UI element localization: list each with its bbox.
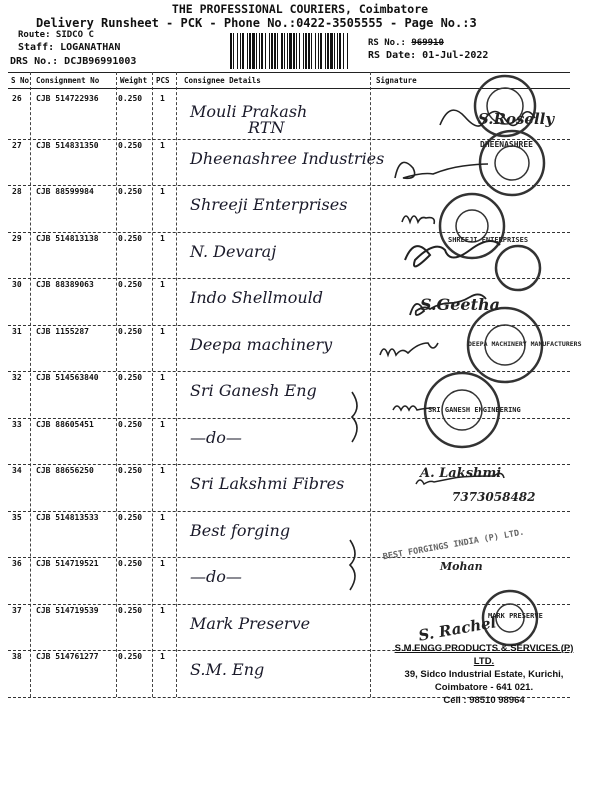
table-row (8, 557, 570, 604)
barcode-bar (259, 33, 260, 69)
barcode-bar (230, 33, 232, 69)
barcode-bar (256, 33, 257, 69)
barcode-bar (287, 33, 288, 69)
stamp-35: BEST FORGINGS INDIA (P) LTD. (382, 527, 526, 563)
row-consignee: Mouli Prakash (190, 102, 308, 121)
row-pcs: 1 (160, 605, 165, 615)
row-sno: 32 (12, 373, 22, 382)
row-weight: 0.250 (118, 605, 143, 615)
row-sno: 28 (12, 187, 22, 196)
row-consignee: Shreeji Enterprises (190, 195, 348, 214)
row-consignee: Mark Preserve (190, 613, 311, 633)
table-rule (8, 557, 570, 558)
row-weight: 0.250 (118, 187, 143, 196)
signature-text-34: A. Lakshmi (420, 466, 502, 481)
sm-stamp-line1: S.M.ENGG PRODUCTS & SERVICES (P) LTD. (394, 643, 574, 667)
row-consignee: —do— (190, 427, 242, 447)
row-consignment-no: CJB 514761277 (36, 652, 99, 661)
barcode-bar (339, 33, 341, 69)
rs-number (368, 38, 444, 48)
seal-text-32: SRI GANESH ENGINEERING (428, 406, 521, 414)
barcode-bar (249, 33, 251, 69)
row-weight: 0.250 (118, 512, 143, 522)
table-rule (8, 418, 570, 419)
row-sno: 36 (12, 559, 22, 568)
barcode-bar (237, 33, 238, 69)
table-rule (8, 325, 570, 326)
table-rule (8, 232, 570, 233)
barcode-bar (289, 33, 292, 69)
barcode-bar (320, 33, 322, 69)
barcode-bar (334, 33, 335, 69)
seal-text-28: SHREEJI ENTERPRISES (448, 236, 529, 244)
barcode-bar (327, 33, 329, 69)
col-header-sno: S No (11, 76, 30, 85)
barcode-bar (318, 33, 319, 69)
col-header-consignee: Consignee Details (184, 76, 261, 85)
barcode-bar (347, 33, 348, 69)
runsheet-title: Delivery Runsheet - PCK - Phone No.:0422-3505555 - Page No.:3 (36, 16, 477, 30)
row-consignment-no: CJB 514831350 (36, 140, 99, 150)
row-pcs: 1 (160, 419, 165, 429)
barcode (230, 33, 348, 69)
row-weight: 0.250 (118, 94, 143, 103)
sm-engg-stamp (384, 642, 584, 707)
row-consignment-no: CJB 88389063 (36, 280, 94, 289)
rs-number-value: 969910 (411, 38, 444, 48)
drs-number: DRS No.: DCJB96991003 (10, 56, 137, 67)
barcode-bar (325, 33, 326, 69)
row-consignment-no: CJB 514719521 (36, 559, 99, 568)
barcode-bar (269, 33, 270, 69)
row-consignee: Dheenashree Industries (190, 148, 385, 168)
barcode-bar (247, 33, 248, 69)
rs-number-label: RS No.: (368, 38, 412, 48)
barcode-bar (330, 33, 333, 69)
barcode-bar (242, 33, 244, 69)
seal-text-37: MARK PRESERVE (488, 612, 543, 620)
barcode-bar (284, 33, 285, 69)
row-pcs: 1 (160, 466, 165, 475)
col-header-weight: Weight (120, 76, 148, 85)
row-sno: 27 (12, 140, 22, 150)
barcode-bar (233, 33, 234, 69)
row-pcs: 1 (160, 140, 165, 150)
barcode-bar (305, 33, 307, 69)
row-pcs: 1 (160, 280, 165, 289)
signature-text-37: S. Rachel (417, 613, 498, 645)
barcode-bar (343, 33, 344, 69)
col-header-pcs: PCS (156, 76, 170, 85)
table-rule (8, 278, 570, 279)
phone-34: 7373058482 (452, 490, 536, 504)
row-pcs: 1 (160, 559, 165, 568)
row-sno: 31 (12, 326, 22, 336)
sm-stamp-line4: Cell : 98510 98964 (443, 695, 525, 706)
row-consignee: Best forging (190, 520, 291, 540)
barcode-bar (274, 33, 276, 69)
seal-text-27: DHEENASHREE (480, 140, 533, 149)
row-pcs: 1 (160, 94, 165, 103)
row-consignee: Sri Lakshmi Fibres (190, 474, 345, 493)
row-consignment-no: CJB 88599984 (36, 187, 94, 196)
row-consignee: Sri Ganesh Eng (190, 381, 317, 400)
signature-text-26: S.Roselly (478, 110, 555, 128)
signature-text-30: S.Geetha (420, 295, 500, 314)
sm-stamp-line3: Coimbatore - 641 021. (434, 682, 534, 693)
barcode-bar (296, 33, 297, 69)
row-sno: 30 (12, 280, 22, 289)
row-consignee-line2: RTN (248, 118, 285, 137)
row-weight: 0.250 (118, 466, 143, 475)
barcode-bar (303, 33, 304, 69)
row-pcs: 1 (160, 233, 165, 243)
row-consignee: S.M. Eng (190, 660, 265, 679)
barcode-bar (337, 33, 338, 69)
seal-text-31: DEEPA MACHINERY MANUFACTURERS (468, 340, 582, 348)
row-weight: 0.250 (118, 140, 143, 150)
table-rule (8, 371, 570, 372)
row-consignment-no: CJB 88605451 (36, 419, 94, 429)
row-sno: 34 (12, 466, 22, 475)
row-consignee: N. Devaraj (190, 241, 277, 261)
row-consignee: Indo Shellmould (190, 288, 324, 307)
signature-text-36: Mohan (440, 560, 483, 573)
row-consignment-no: CJB 514719539 (36, 605, 99, 615)
row-weight: 0.250 (118, 233, 143, 243)
row-sno: 26 (12, 94, 22, 103)
barcode-bar (277, 33, 278, 69)
barcode-bar (315, 33, 316, 69)
row-pcs: 1 (160, 187, 165, 196)
col-header-signature: Signature (376, 76, 417, 85)
barcode-bar (281, 33, 283, 69)
row-weight: 0.250 (118, 652, 143, 661)
row-weight: 0.250 (118, 280, 143, 289)
barcode-bar (311, 33, 312, 69)
row-consignment-no: CJB 514722936 (36, 94, 99, 103)
row-pcs: 1 (160, 373, 165, 382)
row-consignment-no: CJB 514563840 (36, 373, 99, 382)
row-pcs: 1 (160, 652, 165, 661)
table-rule (8, 604, 570, 605)
row-sno: 38 (12, 652, 22, 661)
barcode-bar (240, 33, 241, 69)
barcode-bar (293, 33, 295, 69)
row-pcs: 1 (160, 512, 165, 522)
table-row (8, 418, 570, 465)
row-weight: 0.250 (118, 326, 143, 336)
row-consignment-no: CJB 514813533 (36, 512, 99, 522)
col-header-consignment: Consignment No (36, 76, 100, 85)
row-consignment-no: CJB 514813138 (36, 233, 99, 243)
barcode-bar (265, 33, 266, 69)
barcode-bar (261, 33, 263, 69)
sm-stamp-line2: 39, Sidco Industrial Estate, Kurichi, (404, 669, 564, 680)
row-pcs: 1 (160, 326, 165, 336)
table-rule (8, 464, 570, 465)
table-rule (8, 88, 570, 89)
row-consignment-no: CJB 1155287 (36, 326, 89, 336)
table-row (8, 185, 570, 232)
row-sno: 37 (12, 605, 22, 615)
row-sno: 35 (12, 512, 22, 522)
row-consignee: —do— (190, 567, 242, 586)
rs-date: RS Date: 01-Jul-2022 (368, 50, 489, 61)
row-weight: 0.250 (118, 419, 143, 429)
row-weight: 0.250 (118, 559, 143, 568)
company-title: THE PROFESSIONAL COURIERS, Coimbatore (171, 2, 429, 16)
row-sno: 29 (12, 233, 22, 243)
barcode-bar (252, 33, 255, 69)
barcode-bar (299, 33, 300, 69)
barcode-bar (308, 33, 310, 69)
row-sno: 33 (12, 419, 22, 429)
table-rule (8, 511, 570, 512)
row-consignment-no: CJB 88656250 (36, 466, 94, 475)
table-rule (8, 185, 570, 186)
table-rule (8, 72, 570, 73)
row-consignee: Deepa machinery (190, 334, 333, 354)
row-weight: 0.250 (118, 373, 143, 382)
staff-label: Staff: LOGANATHAN (18, 42, 121, 53)
route-label: Route: SIDCO C (18, 30, 94, 40)
barcode-bar (271, 33, 273, 69)
